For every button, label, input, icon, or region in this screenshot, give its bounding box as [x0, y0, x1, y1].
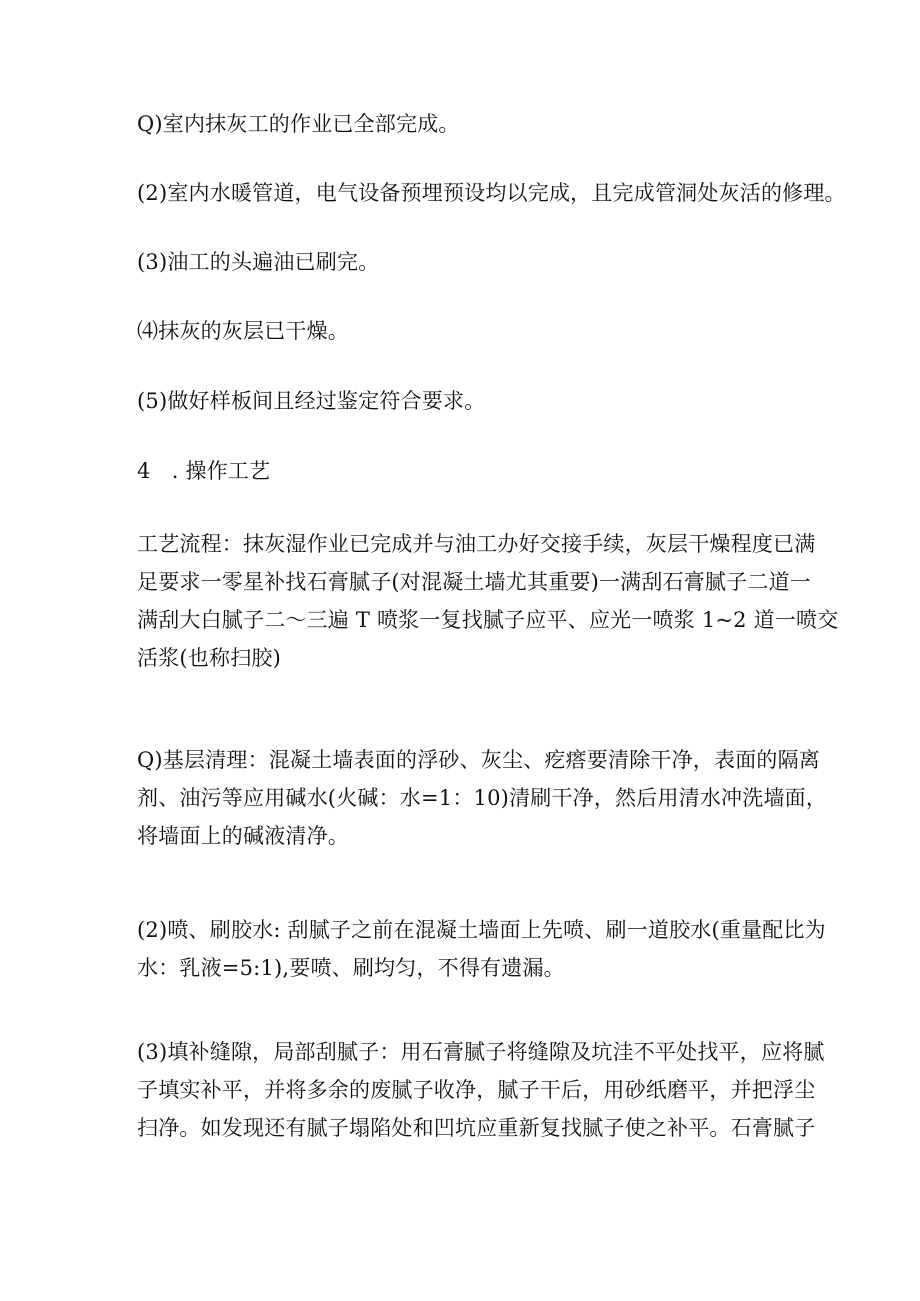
text-line: 满刮大白腻子二～三遍 T 喷浆一复找腻子应平、应光一喷浆 1~2 道一喷交	[137, 608, 839, 632]
text-line: (2)喷、刷胶水: 刮腻子之前在混凝土墙面上先喷、刷一道胶水(重量配比为	[137, 918, 826, 942]
text-line: (3)油工的头遍油已刷完。	[137, 250, 380, 274]
paragraph-prerequisite-3	[137, 243, 789, 281]
paragraph-spray-glue	[137, 911, 826, 987]
paragraph-prerequisite-5	[137, 382, 789, 420]
text-line: 工艺流程：抹灰湿作业已完成并与油工办好交接手续，灰层干燥程度已满	[137, 532, 816, 556]
text-line: (3)填补缝隙，局部刮腻子：用石膏腻子将缝隙及坑洼不平处找平，应将腻	[137, 1040, 825, 1064]
text-line: 扫净。如发现还有腻子塌陷处和凹坑应重新复找腻子使之补平。石膏腻子	[137, 1116, 816, 1140]
text-line: 剂、油污等应用碱水(火碱：水=1：10)清刷干净，然后用清水冲洗墙面，	[137, 786, 828, 810]
text-line: 水：乳液=5:1),要喷、刷均匀，不得有遗漏。	[137, 956, 565, 980]
text-line: 将墙面上的碱液清净。	[137, 824, 349, 848]
text-line: Q)基层清理：混凝土墙表面的浮砂、灰尘、疙瘩要清除干净，表面的隔离	[137, 748, 821, 772]
section-heading-operation-process	[137, 452, 789, 490]
paragraph-base-cleaning	[137, 741, 828, 855]
text-line: 子填实补平，并将多余的废腻子收净，腻子干后，用砂纸磨平，并把浮尘	[137, 1078, 816, 1102]
text-line: Q)室内抹灰工的作业已全部完成。	[137, 112, 460, 136]
heading-text: 4 . 操作工艺	[137, 459, 271, 483]
paragraph-fill-gaps	[137, 1033, 825, 1147]
paragraph-prerequisite-1	[137, 105, 789, 143]
text-line: ⑷抹灰的灰层已干燥。	[137, 319, 349, 343]
paragraph-prerequisite-4	[137, 312, 789, 350]
text-line: 活浆(也称扫胶)	[137, 646, 281, 670]
paragraph-process-flow	[137, 525, 839, 677]
paragraph-prerequisite-2	[137, 174, 846, 212]
text-line: 足要求一零星补找石膏腻子(对混凝土墙尤其重要)一满刮石膏腻子二道一	[137, 570, 811, 594]
text-line: (2)室内水暖管道，电气设备预埋预设均以完成，且完成管洞处灰活的修理。	[137, 181, 846, 205]
text-line: (5)做好样板间且经过鉴定符合要求。	[137, 389, 486, 413]
